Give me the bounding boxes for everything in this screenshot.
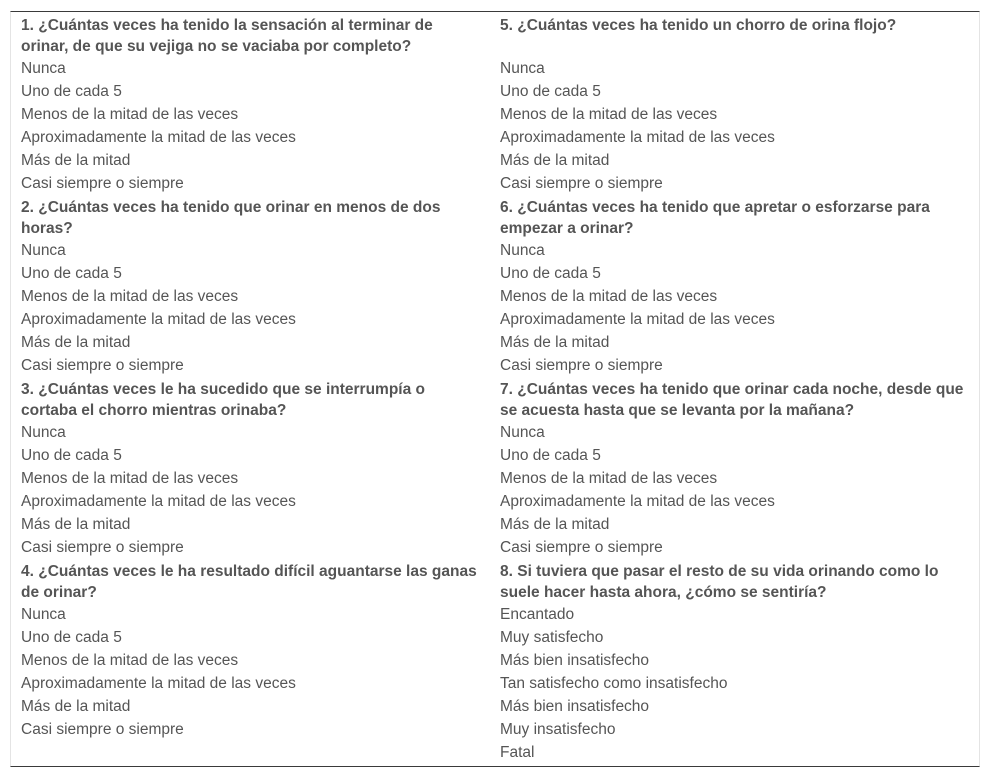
q7-option: Menos de la mitad de las veces (500, 470, 718, 487)
q8-option: Fatal (500, 744, 535, 761)
q6-option: Aproximadamente la mitad de las veces (500, 311, 775, 328)
q3-option: Aproximadamente la mitad de las veces (21, 493, 296, 510)
q2-option: Aproximadamente la mitad de las veces (21, 311, 296, 328)
q1-option: Casi siempre o siempre (21, 175, 184, 192)
q5-option: Nunca (500, 60, 545, 77)
q5-option: Casi siempre o siempre (500, 175, 663, 192)
q8-option: Muy satisfecho (500, 629, 604, 646)
q5-option: Aproximadamente la mitad de las veces (500, 129, 775, 146)
q3-option: Uno de cada 5 (21, 447, 122, 464)
q2-option: Más de la mitad (21, 334, 131, 351)
q4-option: Casi siempre o siempre (21, 721, 184, 738)
q3-option: Casi siempre o siempre (21, 539, 184, 556)
q5-option: Uno de cada 5 (500, 83, 601, 100)
q1-option: Nunca (21, 60, 66, 77)
q7-option: Más de la mitad (500, 516, 610, 533)
q6-option: Más de la mitad (500, 334, 610, 351)
q7-option: Uno de cada 5 (500, 447, 601, 464)
q6-option: Menos de la mitad de las veces (500, 288, 718, 305)
left-column (21, 15, 481, 741)
q8-option: Más bien insatisfecho (500, 652, 650, 669)
q2-option: Casi siempre o siempre (21, 357, 184, 374)
question-7: 7. ¿Cuántas veces ha tenido que orinar cada noche, desde que se acuesta hasta que se levanta por la mañana? (500, 381, 964, 419)
q2-option: Nunca (21, 242, 66, 259)
q4-option: Menos de la mitad de las veces (21, 652, 239, 669)
question-5: 5. ¿Cuántas veces ha tenido un chorro de orina flojo? (500, 17, 897, 34)
q6-option: Uno de cada 5 (500, 265, 601, 282)
q6-option: Nunca (500, 242, 545, 259)
q2-option: Menos de la mitad de las veces (21, 288, 239, 305)
q1-option: Uno de cada 5 (21, 83, 122, 100)
questionnaire-table (10, 11, 980, 767)
q1-option: Aproximadamente la mitad de las veces (21, 129, 296, 146)
q3-option: Más de la mitad (21, 516, 131, 533)
q5-option: Menos de la mitad de las veces (500, 106, 718, 123)
q3-option: Nunca (21, 424, 66, 441)
q7-option: Aproximadamente la mitad de las veces (500, 493, 775, 510)
question-4: 4. ¿Cuántas veces le ha resultado difícil aguantarse las ganas de orinar? (21, 563, 477, 601)
question-1: 1. ¿Cuántas veces ha tenido la sensación al terminar de orinar, de que su vejiga no se vaciaba por completo? (21, 17, 433, 55)
right-column (500, 15, 970, 764)
spacer (500, 36, 970, 57)
question-3: 3. ¿Cuántas veces le ha sucedido que se interrumpía o cortaba el chorro mientras orinaba? (21, 381, 425, 419)
q3-option: Menos de la mitad de las veces (21, 470, 239, 487)
q8-option: Muy insatisfecho (500, 721, 616, 738)
q4-option: Aproximadamente la mitad de las veces (21, 675, 296, 692)
q6-option: Casi siempre o siempre (500, 357, 663, 374)
q8-option: Tan satisfecho como insatisfecho (500, 675, 728, 692)
q7-option: Casi siempre o siempre (500, 539, 663, 556)
q7-option: Nunca (500, 424, 545, 441)
q8-option: Más bien insatisfecho (500, 698, 650, 715)
q4-option: Más de la mitad (21, 698, 131, 715)
question-2: 2. ¿Cuántas veces ha tenido que orinar en menos de dos horas? (21, 199, 441, 237)
question-8: 8. Si tuviera que pasar el resto de su vida orinando como lo suele hacer hasta ahora, ¿cómo se sentiría? (500, 563, 939, 601)
q4-option: Nunca (21, 606, 66, 623)
question-6: 6. ¿Cuántas veces ha tenido que apretar o esforzarse para empezar a orinar? (500, 199, 930, 237)
q1-option: Más de la mitad (21, 152, 131, 169)
q2-option: Uno de cada 5 (21, 265, 122, 282)
q5-option: Más de la mitad (500, 152, 610, 169)
q8-option: Encantado (500, 606, 575, 623)
q1-option: Menos de la mitad de las veces (21, 106, 239, 123)
q4-option: Uno de cada 5 (21, 629, 122, 646)
